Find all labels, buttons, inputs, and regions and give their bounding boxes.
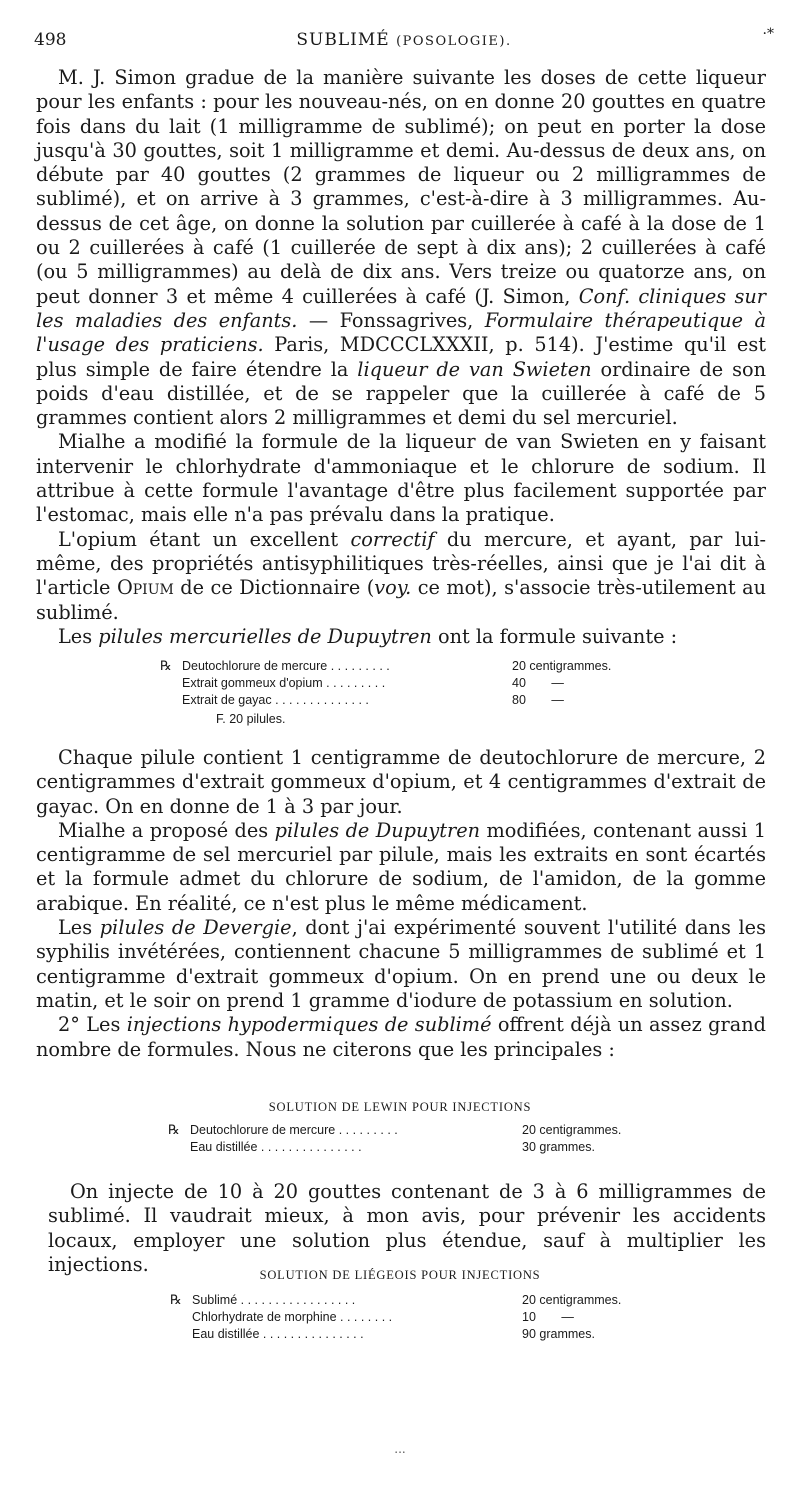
term-liqueur: liqueur de van Swieten <box>357 357 592 381</box>
paragraph-devergie: Les pilules de Devergie, dont j'ai expérimenté souvent l'utilité dans les syphilis invétérées, contiennent chacune 5 milligrammes de sublimé et 1 centigramme d'extrait gommeux d'opium. On en prend une ou deux le matin, et le soir on prend 1 gramme d'iodure de potassium en solution. <box>36 916 766 1012</box>
citation-simon: Conf. cliniques sur les maladies des enfants. <box>36 284 766 332</box>
recipe-qty: 20 centigrammes. <box>522 1293 622 1307</box>
header-mark: ·* <box>762 26 774 42</box>
recipe-symbol: ℞ <box>168 1123 180 1138</box>
paragraph-mialhe: Mialhe a modifié la formule de la liqueur de van Swieten en y faisant intervenir le chlorhydrate d'ammoniaque et le chlorure de sodium. Il attribue à cette formule l'avantage d'être plus facilement supportée par l'estomac, mais elle n'a pas prévalu dans la pratique. <box>36 430 766 527</box>
text-block-3 <box>48 1180 766 1277</box>
paragraph-dupuytren: Les pilules mercurielles de Dupuytren ont la formule suivante : <box>58 624 678 648</box>
recipe-qty: 30 grammes. <box>522 1140 595 1154</box>
page-footer-mark: ... <box>394 1442 406 1456</box>
recipe-final: F. 20 pilules. <box>216 712 286 726</box>
paragraph-injecte: On injecte de 10 à 20 gouttes contenant de 3 à 6 milligrammes de sublimé. Il vaudrait mieux, à mon avis, pour prévenir les accidents locaux, employer une solution plus étendue, sauf à multiplier les injections. <box>48 1180 766 1276</box>
recipe-qty: 20 centigrammes. <box>522 1123 622 1137</box>
running-title-paren: (POSOLOGIE). <box>396 34 512 49</box>
recipe-row: Eau distillée . . . . . . . . . . . . . . . <box>190 1140 362 1154</box>
recipe-symbol: ℞ <box>160 659 172 674</box>
recipe-row: Extrait gommeux d'opium . . . . . . . . . <box>182 676 386 690</box>
text-block-2 <box>36 746 766 1062</box>
paragraph-opium: L'opium étant un excellent correctif du mercure, et ayant, par lui-même, des propriétés antisyphilitiques très-réelles, ainsi que je l'ai dit à l'article Opium de ce Dictionnaire (voy. ce mot), s'associe très-utilement au sublimé. <box>36 527 767 624</box>
paragraph-simon: M. J. Simon gradue de la manière suivante les doses de cette liqueur pour les enfants : pour les nouveau-nés, on en donne 20 gouttes en quatre fois dans du lait (1 milligramme de sublimé); on peut en porter la dose jusqu'à 30 gouttes, soit 1 milligramme et demi. Au-dessus de deux ans, on débute par 40 gouttes (2 grammes de liqueur ou 2 milligrammes de sublimé), et on arrive à 3 grammes, c'est-à-dire à 3 milligrammes. Au-dessus de cet âge, on donne la solution par cuillerée à café à la dose de 1 ou 2 cuillerées à café (1 cuillerée de sept à dix ans); 2 cuillerées à café (ou 5 milligrammes) au delà de dix ans. Vers treize ou quatorze ans, on peut donner 3 et même 4 cuillerées à café (J. Simon, Conf. cliniques sur les maladies des enfants. — Fonssagrives, Formulaire thérapeutique à l'usage des praticiens. Paris, MDCCCLXXXII, p. 514). J'estime qu'il est plus simple de faire étendre la liqueur de van Swieten ordinaire de son poids d'eau distillée, et de se rappeler que la cuillerée à café de 5 grammes contient alors 2 milligrammes et demi du sel mercuriel. <box>36 66 767 430</box>
recipe-title-lewin: SOLUTION DE LEWIN POUR INJECTIONS <box>268 1100 532 1114</box>
recipe-row: Sublimé . . . . . . . . . . . . . . . . . <box>192 1293 356 1307</box>
recipe-title-liegeois: SOLUTION DE LIÉGEOIS POUR INJECTIONS <box>259 1268 541 1282</box>
recipe-qty: 80 — <box>512 693 564 707</box>
recipe-row: Eau distillée . . . . . . . . . . . . . . . <box>192 1327 364 1341</box>
recipe-row: Chlorhydrate de morphine . . . . . . . . <box>192 1310 393 1324</box>
page-number: 498 <box>34 30 67 50</box>
recipe-qty: 20 centigrammes. <box>512 659 612 673</box>
running-title <box>34 30 774 50</box>
running-header <box>34 26 774 54</box>
recipe-qty: 90 grammes. <box>522 1327 595 1341</box>
paragraph-mialhe-pilules: Mialhe a proposé des pilules de Dupuytren modifiées, contenant aussi 1 centigramme de sel mercuriel par pilule, mais les extraits en sont écartés et la formule admet du chlorure de sodium, de l'amidon, de la gomme arabique. En réalité, ce n'est plus le même médicament. <box>36 818 767 915</box>
recipe-row: Deutochlorure de mercure . . . . . . . . . <box>190 1123 398 1137</box>
paragraph-chaque-pilule: Chaque pilule contient 1 centigramme de deutochlorure de mercure, 2 centigrammes d'extrait gommeux d'opium, et 4 centigrammes d'extrait de gayac. On en donne de 1 à 3 par jour. <box>36 746 766 818</box>
paragraph-injections: 2° Les injections hypodermiques de sublimé offrent déjà un assez grand nombre de formules. Nous ne citerons que les principales : <box>36 1013 766 1061</box>
recipe-row: Extrait de gayac . . . . . . . . . . . . . . <box>182 693 369 707</box>
recipe-liegeois <box>170 1292 670 1346</box>
recipe-qty: 40 — <box>512 676 564 690</box>
running-title-main: SUBLIMÉ <box>296 30 390 50</box>
recipe-symbol: ℞ <box>170 1293 182 1308</box>
recipe-row: Deutochlorure de mercure . . . . . . . . . <box>182 659 390 673</box>
recipe-qty: 10 — <box>522 1310 574 1324</box>
recipe-dupuytren <box>160 658 680 732</box>
citation-fonssagrives: Formulaire thérapeutique à l'usage des praticiens. <box>36 308 767 357</box>
text-block-1 <box>36 66 766 649</box>
recipe-lewin <box>168 1122 668 1158</box>
